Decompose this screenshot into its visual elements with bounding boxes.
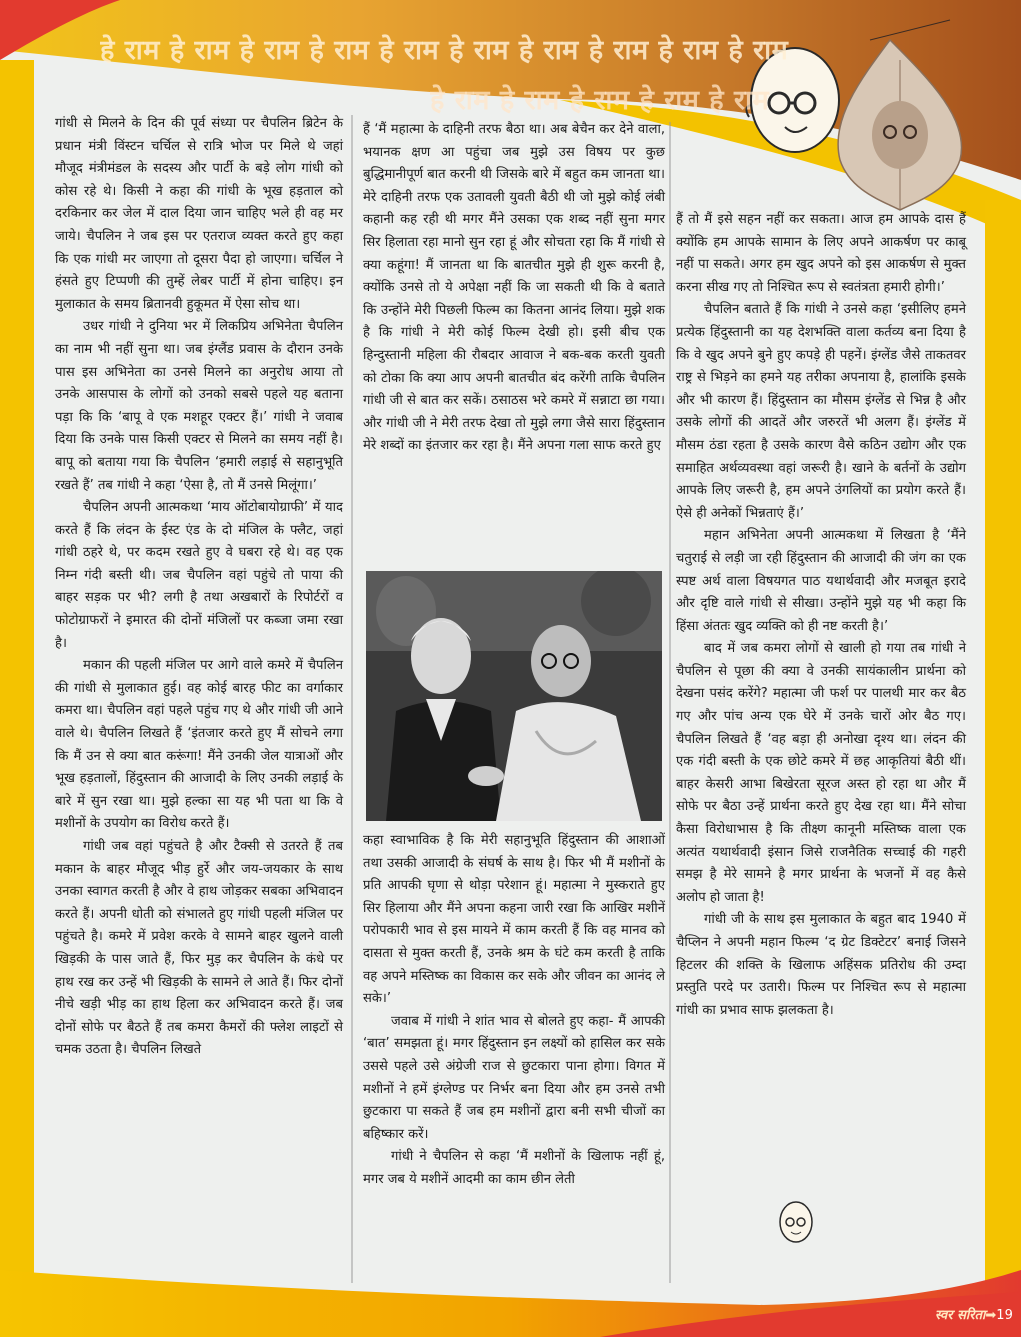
paragraph: चैपलिन बताते हैं कि गांधी ने उनसे कहा ‘इसीलिए हमने प्रत्येक हिंदुस्तानी का यह देशभक्ति वाला कर्तव्य बना दिया है कि वे खुद अपने बुने हुए कपड़े ही पहनें। इंग्लेंड जैसे ताकतवर राष्ट्र से भिड़ने का हमने यह तरीका अपनाया है, हालांकि इसके और भी कारण हैं। हिंदुस्तान का मौसम इंग्लेंड से भिन्न है और उसके लोगों की आदतें और जरुरतें भी अलग हैं। इंग्लेंड में मौसम ठंडा रहता है उसके कारण वैसे कठिन उद्योग और एक समाहित अर्थव्यवस्था वहां जरूरी है। खाने के बर्तनों के उद्योग आपके लिए जरूरी है, हम अपने उंगलियों का प्रयोग करते हैं। ऐसे ही अनेकों भिन्नताएं हैं।’ — [676, 302, 966, 521]
paragraph: चैपलिन अपनी आत्मकथा ‘माय ऑटोबायोग्राफी’ में याद करते हैं कि लंदन के ईस्ट एंड के दो मंजिल के फ्लैट, जहां गांधी ठहरे थे, पर कदम रखते हुए वे घबरा रहे थे। वह एक निम्न गंदी बस्ती थी। जब चैपलिन वहां पहुंचे तो पाया की बाहर सड़क पर भी? लगी है तथा अखबारों के रिपोर्टरों व फोटोग्राफरों ने इमारत की दोनों मंजिलों पर कब्जा जमा रखा है। — [55, 500, 343, 651]
paragraph: कहा स्वाभाविक है कि मेरी सहानुभूति हिंदुस्तान की आशाओं तथा उसकी आजादी के संघर्ष के साथ है। फिर भी मैं मशीनों के प्रति आपकी घृणा से थोड़ा परेशान हूं। महात्मा ने मुस्कराते हुए सिर हिलाया और मैंने अपना कहना जारी रखा कि आखिर मशीनें परोपकारी भाव से इस मायने में काम करती हैं कि वह मानव को दासता से मुक्त करती हैं, उनके श्रम के घंटे कम करती है ताकि वह अपने मस्तिष्क का विकास कर सके और जीवन का आनंद ले सके।’ — [363, 833, 665, 1007]
banner-row-1: हे राम हे राम हे राम हे राम हे राम हे राम हे राम हे राम हे राम हे राम — [100, 35, 789, 66]
paragraph: उधर गांधी ने दुनिया भर में लिकप्रिय अभिनेता चैपलिन का नाम भी नहीं सुना था। जब इंग्लैंड प्रवास के दौरान उनके पास इस अभिनेता का उनसे मिलने का अनुरोध आया तो उनके आसपास के लोगों को उनको सबसे पहले यह बताना पड़ा कि कि ‘बापू वे एक मशहूर एक्टर हैं।’ गांधी ने जवाब दिया कि उनके पास किसी एक्टर से मिलने का समय नहीं है। बापू को बताया गया कि चैपलिन ‘हमारी लड़ाई से सहानुभूति रखते हैं’ तब गांधी ने कहा ‘ऐसा है, तो मैं उनसे मिलूंगा।’ — [55, 319, 343, 493]
page-number: 19 — [996, 1308, 1013, 1323]
paragraph: हैं तो मैं इसे सहन नहीं कर सकता। आज हम आपके दास हैं क्योंकि हम आपके सामान के लिए अपने आकर्षण पर काबू नहीं पा सकते। अगर हम खुद अपने को इस आकर्षण से मुक्त करना सीख गए तो निश्चित रूप से स्वतंत्रता हमारी होगी।’ — [676, 212, 966, 295]
article-column-2-top — [363, 119, 665, 458]
article-column-2-bottom — [363, 830, 665, 1192]
paragraph: हैं ‘मैं महात्मा के दाहिनी तरफ बैठा था। अब बेचैन कर देने वाला, भयानक क्षण आ पहुंचा जब मुझे उस विषय पर कुछ बुद्धिमानीपूर्ण बात करनी थी जिसके बारे में बहुत कम जानता था। मेरे दाहिनी तरफ एक उतावली युवती बैठी थी जो मुझे कोई लंबी कहानी कह रही थी मगर मैंने उसका एक शब्द नहीं सुना मगर सिर हिलाता रहा मानो सुन रहा हूं और सोचता रहा कि मैं गांधी से क्या कहूंगा! मैं जानता था कि बातचीत मुझे ही शुरू करनी है, क्योंकि उनसे तो ये अपेक्षा नहीं कि जा सकती थी कि वे बताते कि उन्होंने मेरी पिछली फिल्म का कितना आनंद लिया। मुझे शक है कि गांधी ने मेरी कोई फिल्म देखी हो। इसी बीच एक हिन्दुस्तानी महिला की रौबदार आवाज ने बक-बक करती युवती को टोका कि क्या आप अपनी बातचीत बंद करेंगी ताकि चैपलिन गांधी जी से बात कर सकें। ठसाठस भरे कमरे में सन्नाटा छा गया। और गांधी जी ने मेरी तरफ देखा तो मुझे लगा जैसे सारा हिंदुस्तान मेरे शब्दों का इंतजार कर रहा है। मैंने अपना गला साफ करते हुए — [363, 122, 665, 454]
paragraph: गांधी जब वहां पहुंचते है और टैक्सी से उतरते हैं तब मकान के बाहर मौजूद भीड़ हुर्रे और जय-जयकार के साथ उनका स्वागत करती है और वे हाथ जोड़कर सबका अभिवादन करते हैं। अपनी धोती को संभालते हुए गांधी पहली मंजिल पर पहुंचते है। कमरे में प्रवेश करके वे सामने बाहर खुलने वाली खिड़की के पास जाते हैं, फिर मुड़ कर चैपलिन के कंधे पर हाथ रख कर उन्हें भी खिड़की के सामने ले आते हैं। फिर दोनों नीचे खड़ी भीड़ का हाथ हिला कर अभिवादन करते हैं। जब दोनों सोफे पर बैठते हैं तब कमरा कैमरों की फ्लेश लाइटों से चमक उठता है। चैपलिन लिखते — [55, 839, 343, 1058]
paragraph: महान अभिनेता अपनी आत्मकथा में लिखता है ‘मैंने चतुराई से लड़ी जा रही हिंदुस्तान की आजादी की जंग का एक स्पष्ट अर्थ वाला विषयगत पाठ यथार्थवादी और मजबूत इरादे और दृष्टि वाले गांधी से सीखा। उन्होंने मुझे यह भी कहा कि हिंसा अंततः खुद व्यक्ति को ही नष्ट करती है।’ — [676, 528, 966, 634]
banner-row-2: हे राम हे राम हे राम हे राम हे राम — [430, 85, 770, 116]
gandhi-small-icon — [780, 1202, 812, 1242]
paragraph: मकान की पहली मंजिल पर आगे वाले कमरे में चैपलिन की गांधी से मुलाकात हुई। वह कोई बारह फीट का वर्गाकार कमरा था। चैपलिन वहां पहले पहुंच गए थे और गांधी जी आने वाले थे। चैपलिन लिखते हैं ‘इंतजार करते हुए मैं सोचने लगा कि मैं उन से क्या बात करूंगा! मैंने उनकी जेल यात्राओं और भूख हड़तालों, हिंदुस्तान की आजादी के लिए उनकी लड़ाई के बारे में सुन रखा था। मुझे हल्का सा यह भी पता था कि वे मशीनों के उपयोग का विरोध करते हैं। — [55, 658, 343, 832]
chaplin-gandhi-photo — [366, 571, 662, 821]
page-footer — [935, 1305, 1013, 1323]
paragraph: गांधी ने चैपलिन से कहा ‘मैं मशीनों के खिलाफ नहीं हूं, मगर जब ये मशीनें आदमी का काम छीन लेती — [363, 1149, 665, 1187]
article-column-1 — [55, 113, 343, 1062]
paragraph: गांधी जी के साथ इस मुलाकात के बहुत बाद 1940 में चैप्लिन ने अपनी महान फिल्म ‘द ग्रेट डिक्टेटर’ बनाई जिसने हिटलर की शक्ति के खिलाफ अहिंसक प्रतिरोध की उम्दा प्रस्तुति परदे पर उतारी। फिल्म पर निश्चित रूप से महात्मा गांधी का प्रभाव साफ झलकता है। — [676, 912, 966, 1018]
arrow-right-icon: ➡ — [985, 1308, 997, 1323]
magazine-brand: स्वर सरिता — [935, 1308, 986, 1323]
article-column-3 — [676, 209, 966, 1022]
right-side-band — [985, 200, 1021, 1297]
left-side-band — [0, 60, 34, 1297]
paragraph: जवाब में गांधी ने शांत भाव से बोलते हुए कहा- मैं आपकी ‘बात’ समझता हूं। मगर हिंदुस्तान इन लक्ष्यों को हासिल कर सके उससे पहले उसे अंग्रेजी राज से छुटकारा पाना होगा। विगत में मशीनों ने हमें इंग्लेण्ड पर निर्भर बना दिया और हम उनसे तभी छुटकारा पा सकते हैं जब हम मशीनों द्वारा बनी सभी चीजों का बहिष्कार करें। — [363, 1013, 665, 1142]
photo-illustration — [366, 571, 662, 821]
paragraph: गांधी से मिलने के दिन की पूर्व संध्या पर चैपलिन ब्रिटेन के प्रधान मंत्री विंस्टन चर्चिल से रात्रि भोज पर मिले थे जहां मौजूद मंत्रीमंडल के सदस्य और पार्टी के बड़े लोग गांधी को कोस रहे थे। किसी ने कहा की गांधी के भूख हड़ताल को दरकिनार कर जेल में दाल दिया जान चाहिए भले ही वह मर जाये। चैपलिन ने जब इस पर एतराज व्यक्त करते हुए कहा कि एक गांधी मर जाएगा तो दूसरा पैदा हो जाएगा। चर्चिल ने हंसते हुए टिप्पणी की तुम्हें लेबर पार्टी में होना चाहिए। इन मुलाकात के समय ब्रितानवी हुकूमत में ऐसा सोच था। — [55, 116, 343, 312]
paragraph: बाद में जब कमरा लोगों से खाली हो गया तब गांधी ने चैपलिन से पूछा की क्या वे उनकी सायंकालीन प्रार्थना को देखना पसंद करेंगे? महात्मा जी फर्श पर पालथी मार कर बैठ गए और पांच अन्य एक घेरे में उनके चारों ओर बैठ गए। चैपलिन लिखते हैं ‘वह बड़ा ही अनोखा दृश्य था। लंदन की एक गंदी बस्ती के एक छोटे कमरे में छह आकृतियां बैठी थीं। बाहर केसरी आभा बिखेरता सूरज अस्त हो रहा था और मैं सोफे पर बैठा उन्हें प्रार्थना करते हुए देख रहा था। मैंने सोचा कैसा विरोधाभास है कि तीक्ष्ण कानूनी मस्तिष्क वाला एक अत्यंत यथार्थवादी इंसान जिसे राजनैतिक सच्चाई की गहरी समझ है मेरे सामने है मगर प्रार्थना के भजनों में वह कैसे अलोप हो जाता है! — [676, 641, 966, 905]
